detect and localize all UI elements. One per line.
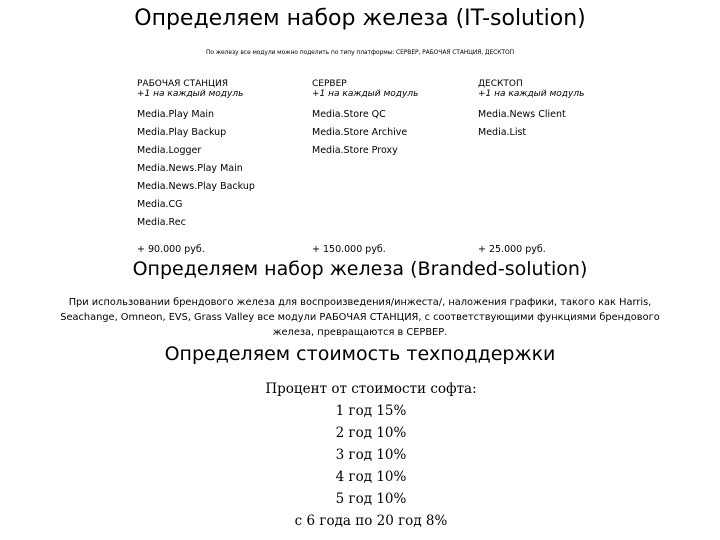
support-line: 5 год 10% <box>335 491 407 507</box>
table-subtitle-row <box>131 89 591 105</box>
module-cell: Media.List <box>478 126 527 138</box>
column-header-server: СЕРВЕР <box>312 79 347 89</box>
module-cell <box>306 213 472 231</box>
table-row <box>131 141 591 159</box>
module-cell: Media.Play Main <box>137 108 215 120</box>
module-cell: Media.Store Proxy <box>312 144 398 156</box>
module-cell: Media.CG <box>137 198 183 210</box>
module-cell <box>306 195 472 213</box>
module-cell: Media.News Client <box>478 108 566 120</box>
module-cell <box>472 141 591 159</box>
table-row <box>131 195 591 213</box>
module-cell <box>306 177 472 195</box>
support-line: 4 год 10% <box>335 469 407 485</box>
support-percent-list <box>250 378 492 532</box>
branded-solution-text: При использовании брендового железа для воспроизведения/инжеста/, наложения графики, такого как Harris, Seachange, Omneon, EVS, Grass Valley все модули РАБОЧАЯ СТАНЦИЯ, с соответствующими функциями брендового железа, превращаются в СЕРВЕР. <box>60 297 660 338</box>
module-cell: Media.Rec <box>137 216 186 228</box>
table-header-row <box>131 65 591 89</box>
support-line: 3 год 10% <box>335 447 407 463</box>
price-workstation: + 90.000 руб. <box>137 243 205 255</box>
price-row <box>131 231 591 261</box>
price-desktop: + 25.000 руб. <box>478 243 546 255</box>
column-subtitle-workstation: +1 на каждый модуль <box>137 89 244 99</box>
column-header-desktop: ДЕСКТОП <box>478 79 523 89</box>
branded-solution-title: Определяем набор железа (Branded-solution) <box>132 258 588 280</box>
platform-note: По железу все модули можно поделить по типу платформы: СЕРВЕР, РАБОЧАЯ СТАНЦИЯ, ДЕСКТОП <box>205 49 515 56</box>
table-row <box>131 159 591 177</box>
it-solution-title: Определяем набор железа (IT-solution) <box>134 6 586 31</box>
module-cell <box>472 177 591 195</box>
support-intro: Процент от стоимости софта: <box>265 381 477 397</box>
table-row <box>131 105 591 123</box>
module-cell <box>306 159 472 177</box>
support-line: 2 год 10% <box>335 425 407 441</box>
support-line: с 6 года по 20 год 8% <box>294 513 448 529</box>
module-cell <box>472 195 591 213</box>
module-cell <box>472 213 591 231</box>
table-row <box>131 177 591 195</box>
module-cell: Media.News.Play Main <box>137 162 243 174</box>
module-cell: Media.News.Play Backup <box>137 180 255 192</box>
module-cell: Media.Store QC <box>312 108 386 120</box>
module-cell <box>472 159 591 177</box>
support-cost-title: Определяем стоимость техподдержки <box>164 343 556 365</box>
table-row <box>131 213 591 231</box>
module-cell: Media.Store Archive <box>312 126 408 138</box>
column-subtitle-desktop: +1 на каждый модуль <box>478 89 585 99</box>
support-line: 1 год 15% <box>335 403 407 419</box>
price-server: + 150.000 руб. <box>312 243 386 255</box>
hardware-table <box>131 65 591 261</box>
column-subtitle-server: +1 на каждый модуль <box>312 89 419 99</box>
table-row <box>131 123 591 141</box>
column-header-workstation: РАБОЧАЯ СТАНЦИЯ <box>137 79 228 89</box>
module-cell: Media.Play Backup <box>137 126 227 138</box>
module-cell: Media.Logger <box>137 144 202 156</box>
